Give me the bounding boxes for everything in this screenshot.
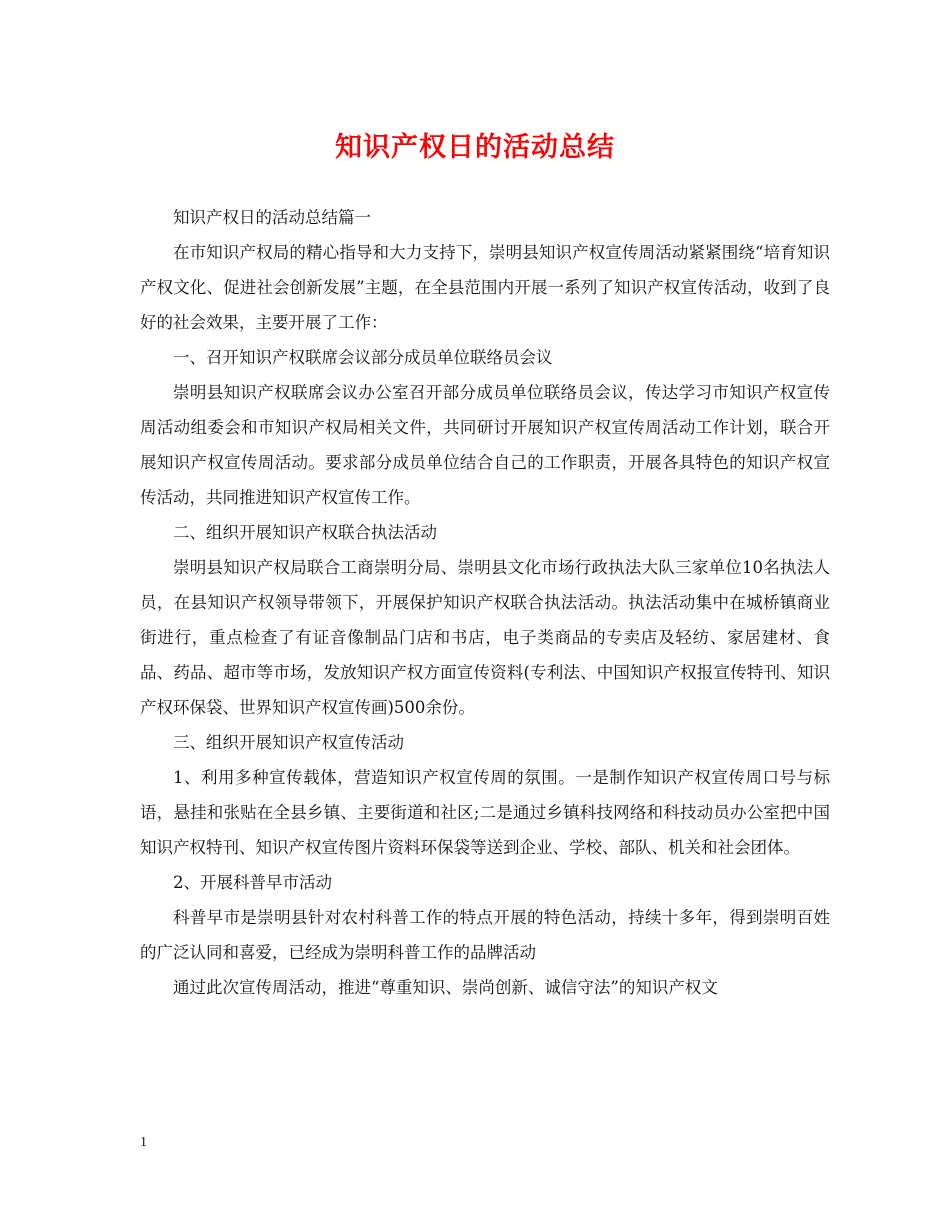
paragraph: 通过此次宣传周活动，推进“尊重知识、崇尚创新、诚信守法”的知识产权文 [173,978,718,997]
document-title: 知识产权日的活动总结 [335,132,615,163]
paragraph: 崇明县知识产权联席会议办公室召开部分成员单位联络员会议，传达学习市知识产权宣传周活动组委会和市知识产权局相关文件，共同研讨开展知识产权宣传周活动工作计划，联合开展知识产权宣传周活动。要求部分成员单位结合自己的工作职责，开展各具特色的知识产权宣传活动，共同推进知识产权宣传工作。 [140,383,830,507]
paragraph: 崇明县知识产权局联合工商崇明分局、崇明县文化市场行政执法大队三家单位10名执法人员，在县知识产权领导带领下，开展保护知识产权联合执法活动。执法活动集中在城桥镇商业街进行，重点检查了有证音像制品门店和书店，电子类商品的专卖店及轻纺、家居建材、食品、药品、超市等市场，发放知识产权方面宣传资料(专利法、中国知识产权报宣传特刊、知识产权环保袋、世界知识产权宣传画)500余份。 [140,558,830,717]
page-number: 1 [140,1135,147,1150]
section-heading: 一、召开知识产权联席会议部分成员单位联络员会议 [173,348,553,367]
paragraph: 在市知识产权局的精心指导和大力支持下，崇明县知识产权宣传周活动紧紧围绕“培育知识产权文化、促进社会创新发展”主题，在全县范围内开展一系列了知识产权宣传活动，收到了良好的社会效果，主要开展了工作： [140,243,830,332]
section-heading: 二、组织开展知识产权联合执法活动 [173,523,437,542]
document-body [140,200,830,1005]
sub-heading: 2、开展科普早市活动 [173,873,332,892]
paragraph: 科普早市是崇明县针对农村科普工作的特点开展的特色活动，持续十多年，得到崇明百姓的广泛认同和喜爱，已经成为崇明科普工作的品牌活动 [140,908,830,962]
paragraph: 1、利用多种宣传载体，营造知识产权宣传周的氛围。一是制作知识产权宣传周口号与标语，悬挂和张贴在全县乡镇、主要街道和社区;二是通过乡镇科技网络和科技动员办公室把中国知识产权特刊、知识产权宣传图片资料环保袋等送到企业、学校、部队、机关和社会团体。 [140,768,830,857]
section-heading: 三、组织开展知识产权宣传活动 [173,733,404,752]
paragraph: 知识产权日的活动总结篇一 [173,208,371,227]
